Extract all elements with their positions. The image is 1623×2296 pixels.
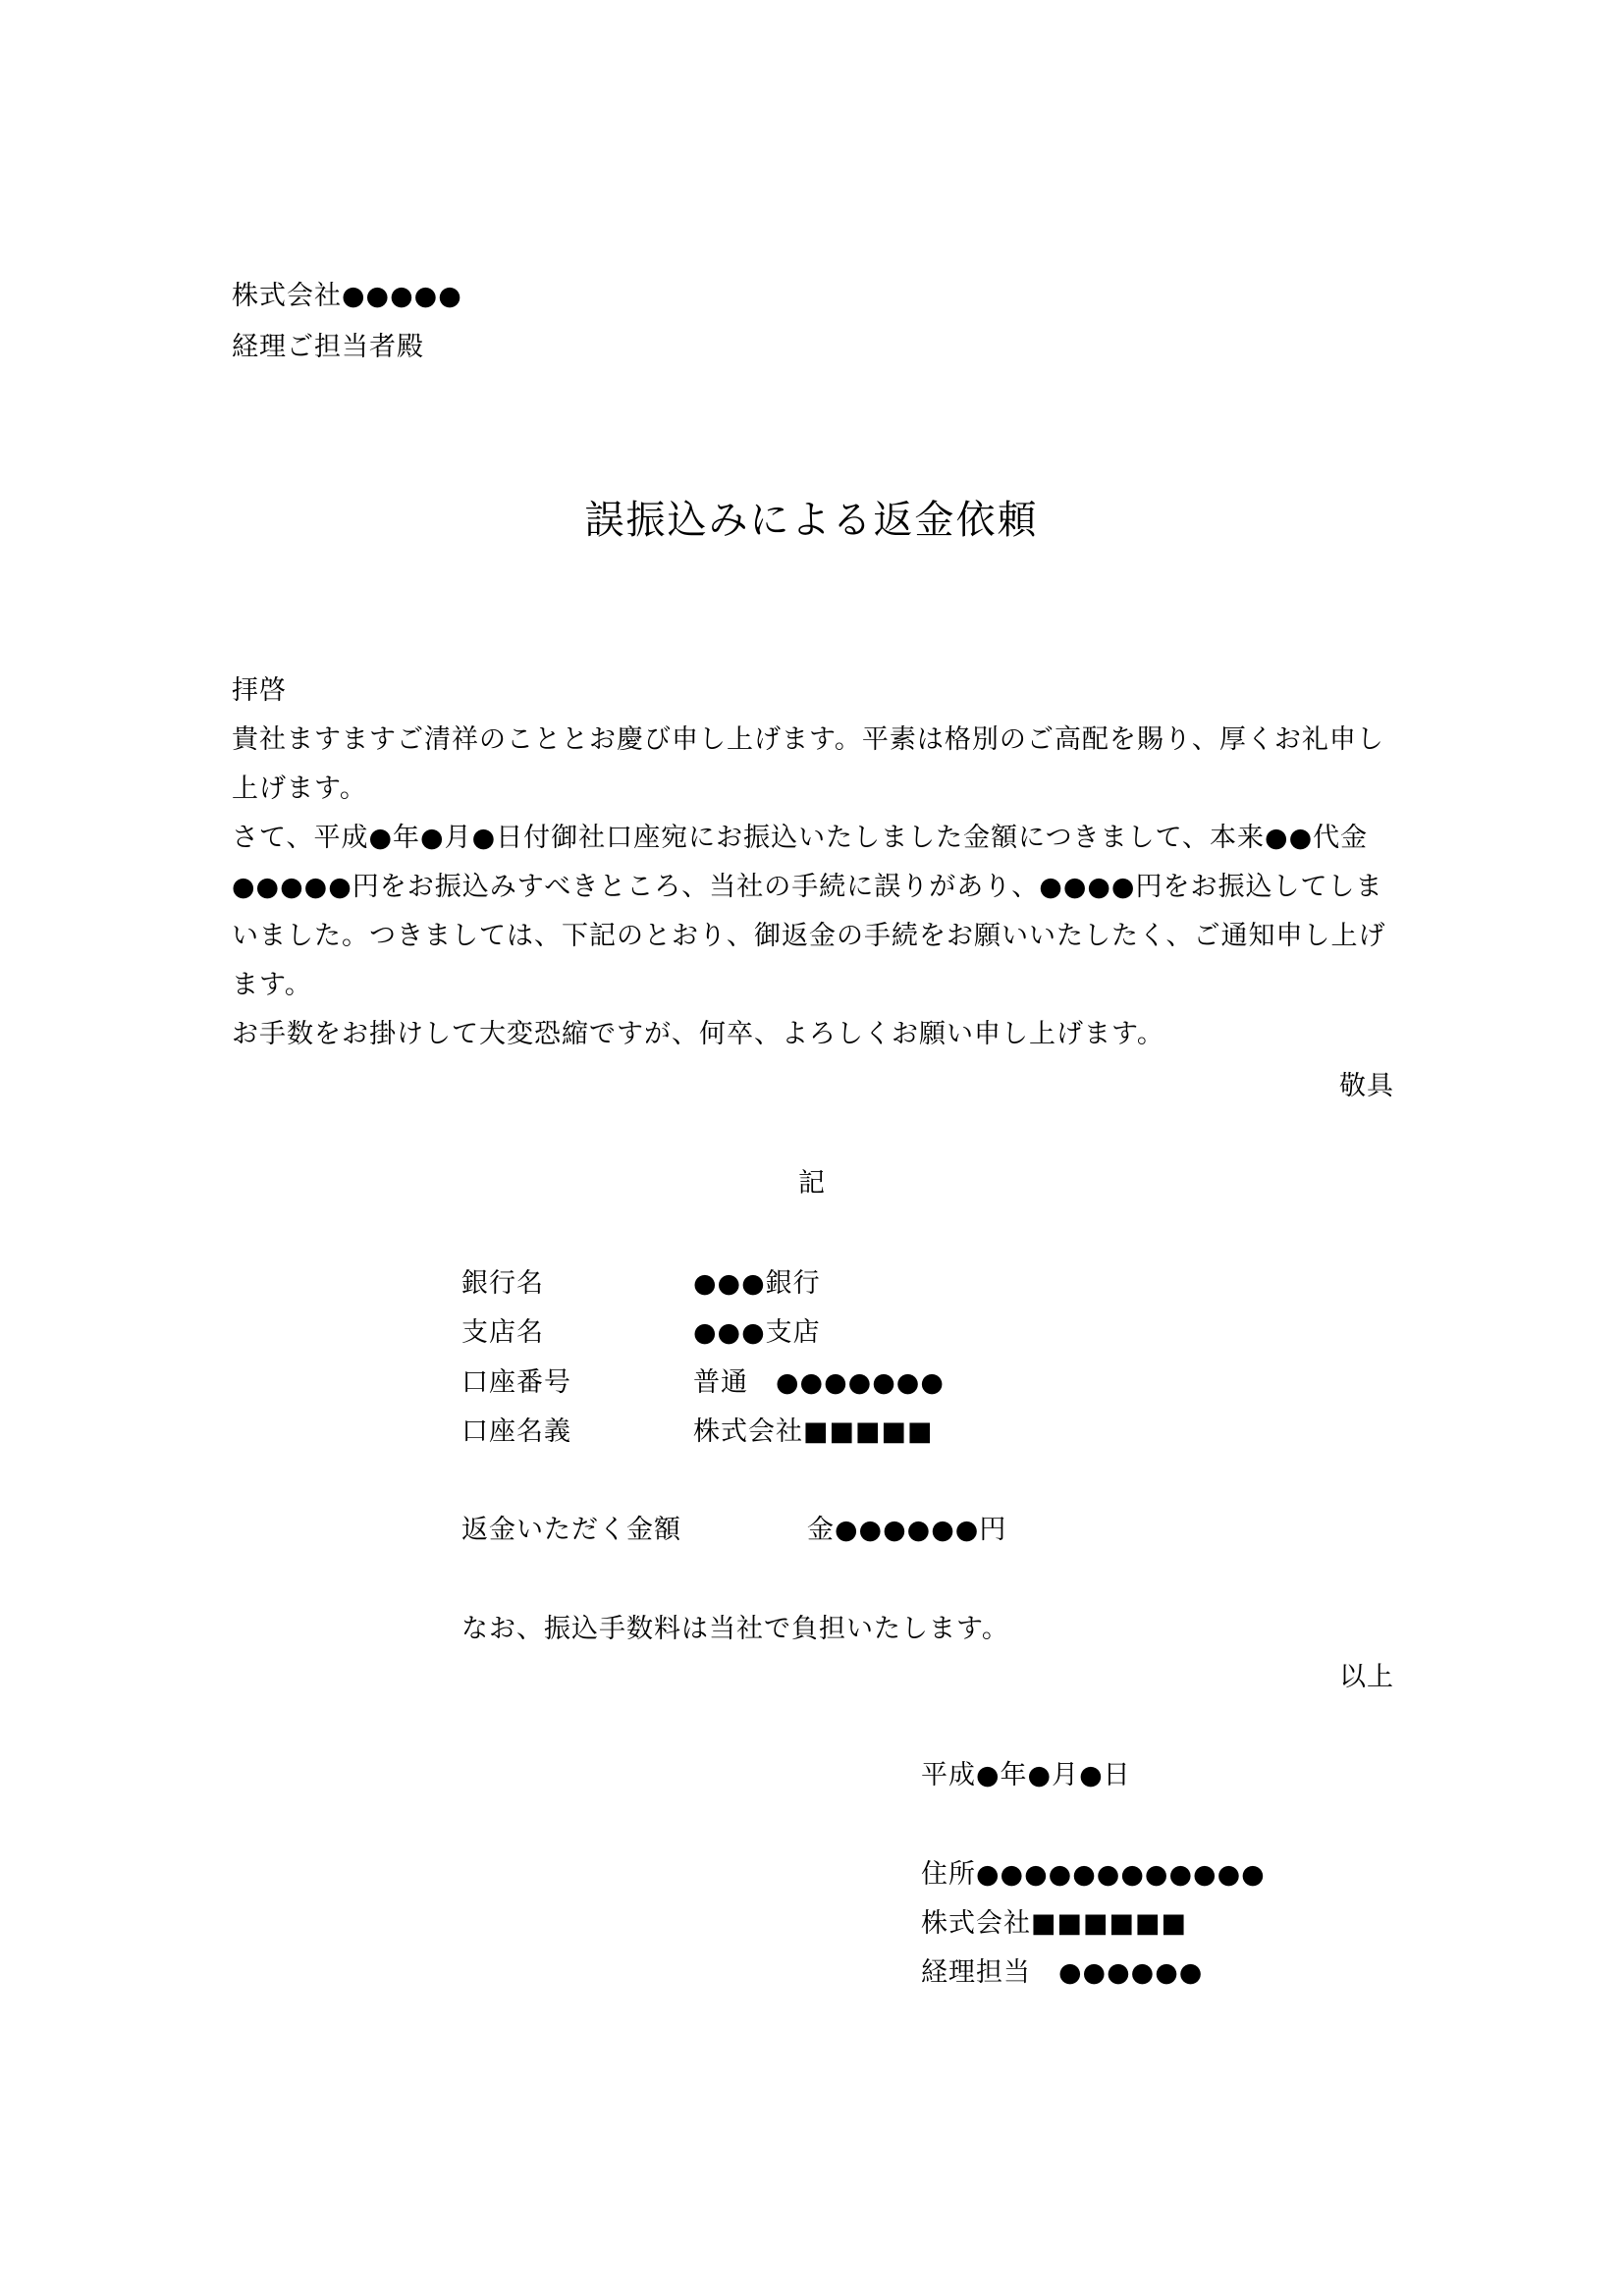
fee-note: なお、振込手数料は当社で負担いたします。 bbox=[461, 1614, 1009, 1644]
recipient-person: 経理ご担当者殿 bbox=[232, 332, 424, 362]
bank-value: ●●●銀行 bbox=[693, 1268, 821, 1299]
refund-amount-value: 金●●●●●●円 bbox=[807, 1515, 1007, 1545]
document-title: 誤振込みによる返金依頼 bbox=[584, 498, 1039, 543]
branch-label: 支店名 bbox=[461, 1317, 544, 1348]
branch-value: ●●●支店 bbox=[693, 1317, 821, 1348]
salutation: 拝啓 bbox=[232, 675, 287, 706]
body-paragraph-1: 貴社ますますご清祥のこととお慶び申し上げます。平素は格別のご高配を賜り、厚くお礼申し上げます。 bbox=[232, 724, 1384, 804]
body-paragraph-3: お手数をお掛けして大変恐縮ですが、何卒、よろしくお願い申し上げます。 bbox=[232, 1019, 1164, 1049]
body-paragraph-2: さて、平成●年●月●日付御社口座宛にお振込いたしました金額につきまして、本来●●代金●●●●●円をお振込みすべきところ、当社の手続に誤りがあり、●●●●円をお振込してしまいました。つきましては、下記のとおり、御返金の手続をお願いいたしたく、ご通知申し上げます。 bbox=[232, 823, 1386, 1000]
account-name-value: 株式会社■■■■■ bbox=[693, 1416, 934, 1447]
refund-amount-label: 返金いただく金額 bbox=[461, 1515, 681, 1545]
ki-heading: 記 bbox=[798, 1168, 825, 1199]
recipient-company: 株式会社●●●●● bbox=[232, 281, 462, 311]
sender-date: 平成●年●月●日 bbox=[921, 1760, 1131, 1790]
end-mark: 以上 bbox=[1339, 1662, 1394, 1692]
account-name-label: 口座名義 bbox=[461, 1416, 571, 1447]
bank-label: 銀行名 bbox=[461, 1268, 544, 1299]
sender-person: 経理担当 ●●●●●● bbox=[921, 1957, 1204, 1988]
letter-body bbox=[232, 716, 1395, 1059]
account-number-value: 普通 ●●●●●●● bbox=[693, 1367, 945, 1398]
account-number-label: 口座番号 bbox=[461, 1367, 571, 1398]
sender-company: 株式会社■■■■■■ bbox=[921, 1908, 1188, 1939]
sender-address: 住所●●●●●●●●●●●● bbox=[921, 1859, 1266, 1890]
closing-keigu: 敬具 bbox=[1339, 1071, 1394, 1101]
